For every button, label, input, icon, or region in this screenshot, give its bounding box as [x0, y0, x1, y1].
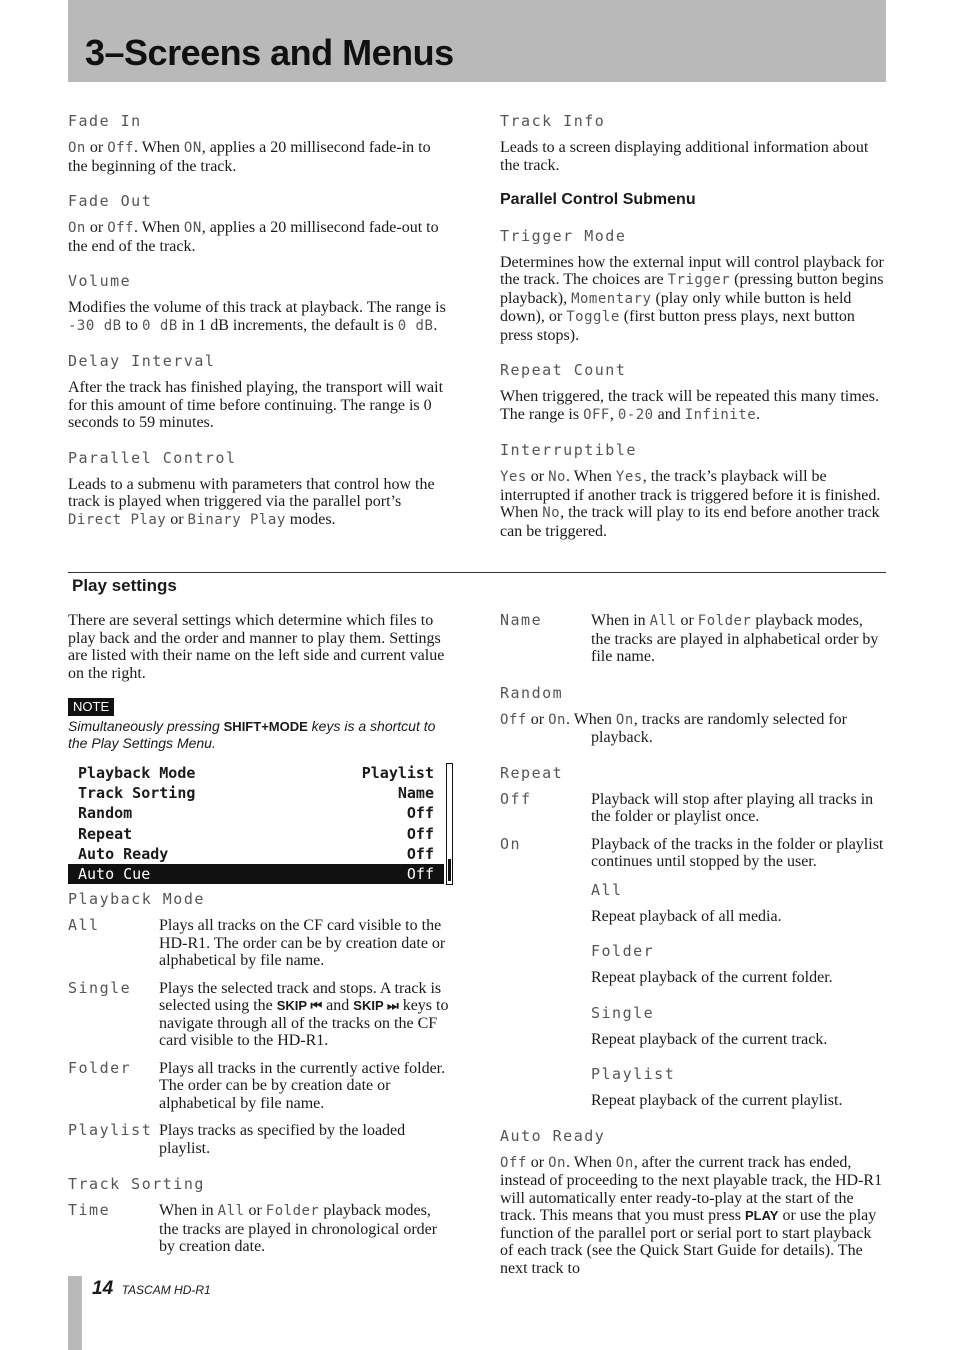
- delay-interval-desc: After the track has finished playing, the transport will wait for this amount of time before continuing. The range is 0 seconds to 59 minutes.: [68, 379, 444, 431]
- lcd-row-random: Random Off: [78, 804, 434, 822]
- bottom-right-column: [500, 612, 886, 1294]
- param-playback-mode: Playback Mode: [68, 890, 205, 908]
- fade-in-desc: On or Off. When ON, applies a 20 millisecond fade-in to the beginning of the track.: [68, 139, 431, 175]
- trigger-mode-desc: Determines how the external input will control playback for the track. The choices are Trigger (pressing button begins playback), Momentary (play only while button is held down), or Toggle (first button press plays, next button press stops).: [500, 253, 884, 344]
- playback-mode-single: Single Plays the selected track and stops. A track is selected using the SKIP ⏮ and SKIP ⏭ keys to navigate through all of the tracks on the CF card visible to the HD-R1.: [68, 978, 449, 1049]
- repeat-option-folder: Folder Repeat playback of the current folder.: [591, 942, 833, 986]
- top-right-column: [500, 112, 886, 557]
- param-repeat-count: Repeat Count: [500, 361, 627, 379]
- footer-bar: [68, 1276, 82, 1350]
- repeat-count-desc: When triggered, the track will be repeated this many times. The range is OFF, 0-20 and Infinite.: [500, 388, 879, 423]
- play-settings-heading: Play settings: [72, 576, 177, 595]
- footer-model: TASCAM HD-R1: [121, 1283, 211, 1297]
- chapter-header: [68, 0, 886, 82]
- repeat-option-playlist: Playlist Repeat playback of the current playlist.: [591, 1065, 843, 1109]
- bottom-left-column: [68, 612, 454, 1266]
- lcd-row-track-sorting: Track Sorting Name: [78, 784, 434, 802]
- playback-mode-all: All Plays all tracks on the CF card visible to the HD-R1. The order can be by creation date or alphabetical by file name.: [68, 916, 446, 969]
- repeat-off: Off Playback will stop after playing all tracks in the folder or playlist once.: [500, 789, 874, 825]
- random-desc: Off or On. When On, tracks are randomly selected for playback.: [500, 710, 847, 746]
- param-track-info: Track Info: [500, 112, 606, 130]
- track-sorting-name: Name When in All or Folder playback modes, the tracks are played in alphabetical order by file name.: [500, 611, 879, 665]
- param-repeat: Repeat: [500, 763, 564, 782]
- repeat-on: On Playback of the tracks in the folder or playlist continues until stopped by the user.: [500, 834, 884, 870]
- top-left-column: [68, 112, 450, 546]
- track-sorting-time: Time When in All or Folder playback modes, the tracks are played in chronological order by creation date.: [68, 1201, 438, 1255]
- repeat-option-single: Single Repeat playback of the current track.: [591, 1003, 828, 1048]
- repeat-option-all: All Repeat playback of all media.: [591, 880, 782, 925]
- param-delay-interval: Delay Interval: [68, 352, 216, 370]
- auto-ready-desc: Off or On. When On, after the current track has ended, instead of proceeding to the next playable track, the HD-R1 will automatically enter ready-to-play at the start of the track. This means that you must press PLAY or use the play function of the parallel port or serial port to start playback of each track (see the Quick Start Guide for details). The next track to: [500, 1153, 883, 1277]
- param-fade-in: Fade In: [68, 112, 142, 130]
- param-parallel-control: Parallel Control: [68, 448, 237, 467]
- lcd-row-repeat: Repeat Off: [78, 825, 434, 843]
- param-random: Random: [500, 683, 564, 702]
- playback-mode-folder: Folder Plays all tracks in the currently active folder. The order can be by creation date or alphabetical by file name.: [68, 1058, 446, 1112]
- page-number: 14: [92, 1278, 114, 1299]
- track-info-desc: Leads to a screen displaying additional information about the track.: [500, 139, 869, 174]
- fade-out-desc: On or Off. When ON, applies a 20 millisecond fade-out to the end of the track.: [68, 219, 439, 255]
- playback-mode-playlist: Playlist Plays tracks as specified by the loaded playlist.: [68, 1121, 406, 1157]
- param-auto-ready: Auto Ready: [500, 1126, 606, 1145]
- param-trigger-mode: Trigger Mode: [500, 226, 627, 245]
- note-badge: NOTE: [68, 698, 114, 716]
- section-divider: [68, 572, 886, 573]
- interruptible-desc: Yes or No. When Yes, the track’s playback will be interrupted if another track is triggered before it is finished. When No, the track will play to its end before another track can be triggered.: [500, 468, 881, 540]
- param-interruptible: Interruptible: [500, 441, 637, 459]
- note-box: [68, 698, 454, 751]
- parallel-control-desc: Leads to a submenu with parameters that control how the track is played when triggered via the parallel port’s Direct Play or Binary Play modes.: [68, 475, 435, 528]
- note-text: Simultaneously pressing SHIFT+MODE keys is a shortcut to the Play Settings Menu.: [68, 718, 436, 751]
- parallel-submenu-heading: Parallel Control Submenu: [500, 191, 696, 208]
- footer: [92, 1278, 211, 1300]
- lcd-scrollbar-thumb: [448, 859, 451, 881]
- chapter-title: 3–Screens and Menus: [85, 32, 454, 73]
- play-settings-intro: There are several settings which determine which files to play back and the order and manner to play them. Settings are listed with their name on the left side and current value on the right.: [68, 612, 445, 682]
- lcd-row-auto-ready: Auto Ready Off: [78, 845, 434, 863]
- param-track-sorting: Track Sorting: [68, 1175, 205, 1193]
- volume-desc: Modifies the volume of this track at playback. The range is -30 dB to 0 dB in 1 dB increments, the default is 0 dB.: [68, 299, 446, 334]
- lcd-row-auto-cue-selected: Auto Cue Off: [68, 864, 444, 884]
- lcd-row-playback-mode: Playback Mode Playlist: [78, 764, 434, 782]
- play-settings-lcd-screen: [68, 763, 454, 886]
- lcd-scrollbar: [446, 763, 453, 885]
- param-volume: Volume: [68, 272, 132, 290]
- param-fade-out: Fade Out: [68, 192, 153, 210]
